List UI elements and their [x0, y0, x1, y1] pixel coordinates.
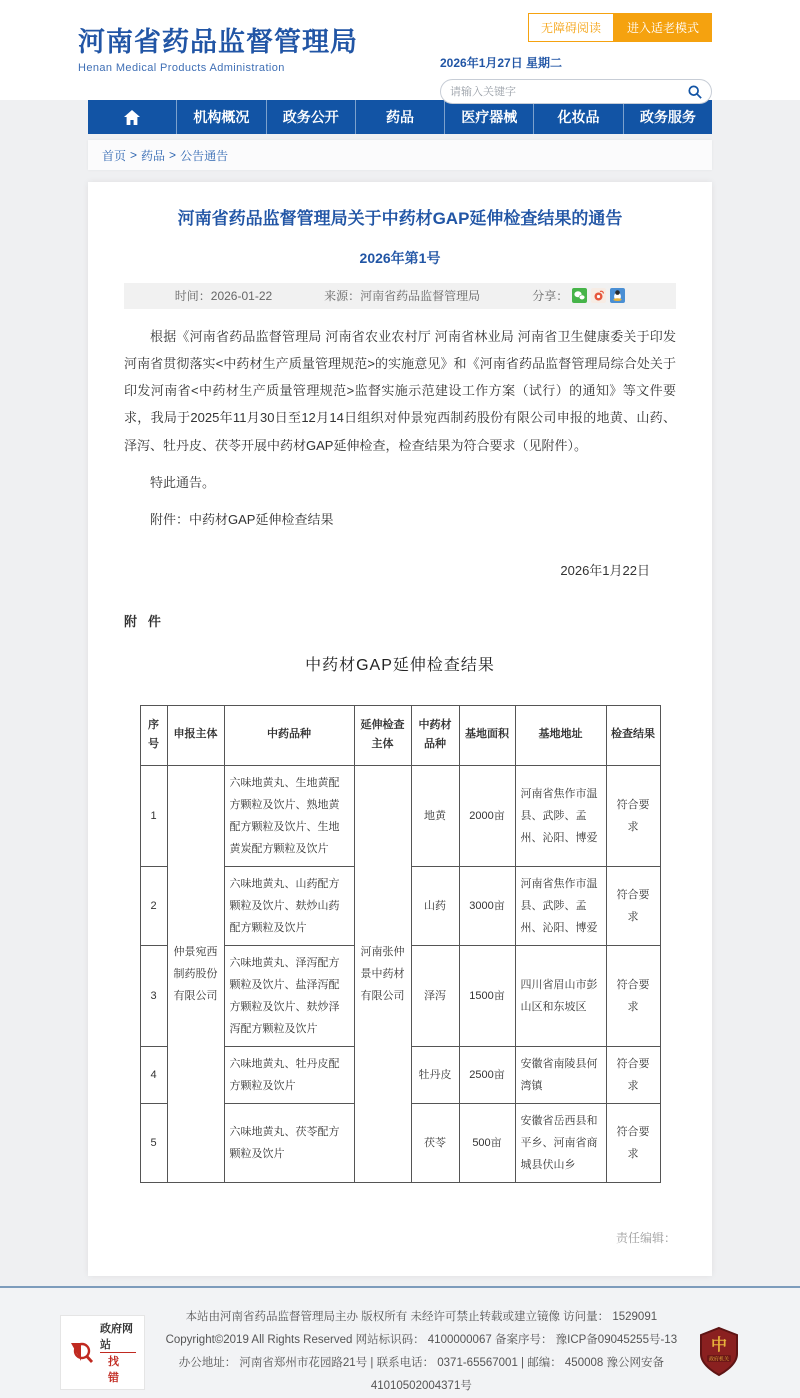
- svg-text:中: 中: [710, 1337, 728, 1355]
- accessibility-reading-button[interactable]: 无障碍阅读: [528, 13, 614, 42]
- table-row: [140, 766, 660, 867]
- col-header-result: 检查结果: [606, 705, 660, 766]
- nav-item-medical-devices[interactable]: 医疗器械: [445, 100, 534, 134]
- inspection-table-body: [140, 766, 660, 1183]
- col-header-base-address: 基地地址: [515, 705, 606, 766]
- attachment-title: 中药材GAP延伸检查结果: [305, 656, 495, 674]
- cell-base-area: 2500亩: [459, 1047, 515, 1104]
- site-subtitle: Henan Medical Products Administration: [78, 62, 285, 74]
- cell-herb: 地黄: [411, 766, 459, 867]
- cell-result: 符合要求: [606, 766, 660, 867]
- article-paragraph: 根据《河南省药品监督管理局 河南省农业农村厅 河南省林业局 河南省卫生健康委关于印发河南省贯彻落实<中药材生产质量管理规范>的实施意见》和《河南省药品监督管理局综合处关于印发河南省<中药材生产质量管理规范>监督实施示范建设工作方案（试行）的通知》等文件要求，我局于2025年11月30日至12月14日组织对仲景宛西制药股份有限公司申报的地黄、山药、泽泻、牡丹皮、茯苓开展中药材GAP延伸检查，检查结果为符合要求（见附件）。: [124, 328, 676, 453]
- breadcrumb: [88, 140, 712, 170]
- cell-varieties: 六味地黄丸、山药配方颗粒及饮片、麸炒山药配方颗粒及饮片: [224, 867, 354, 946]
- main-navigation: [88, 100, 712, 134]
- nav-item-gov-services[interactable]: 政务服务: [639, 109, 696, 125]
- cell-applicant: 仲景宛西制药股份有限公司: [167, 766, 224, 1183]
- nav-item-drugs[interactable]: 药品: [356, 100, 445, 134]
- col-header-no: 序号: [140, 705, 167, 766]
- search-button[interactable]: [688, 85, 702, 99]
- attachment-reference: 附件：中药材GAP延伸检查结果: [150, 512, 334, 528]
- cell-inspect-entity: 河南张仲景中药材有限公司: [354, 766, 411, 1183]
- footer-host-line: 本站由河南省药品监督管理局主办 版权所有 未经许可禁止转载或建立镜像 访问量： 1529091: [185, 1311, 658, 1324]
- nav-item-cosmetics[interactable]: 化妆品: [534, 100, 623, 134]
- cell-result: 符合要求: [606, 1104, 660, 1183]
- article-panel: [88, 182, 712, 1276]
- col-header-inspect-entity: 延伸检查主体: [354, 705, 411, 766]
- cell-result: 符合要求: [606, 867, 660, 946]
- article-paragraph: 特此通告。: [150, 474, 216, 490]
- editor-note: 责任编辑：: [615, 1231, 676, 1246]
- cell-base-address: 河南省焦作市温县、武陟、孟州、沁阳、博爱: [515, 867, 606, 946]
- cell-base-area: 500亩: [459, 1104, 515, 1183]
- nav-item-gov-disclosure[interactable]: 政务公开: [267, 100, 356, 134]
- cell-varieties: 六味地黄丸、茯苓配方颗粒及饮片: [224, 1104, 354, 1183]
- breadcrumb-notices[interactable]: 公告通告: [180, 148, 229, 163]
- cell-base-area: 1500亩: [459, 946, 515, 1047]
- col-header-base-area: 基地面积: [459, 705, 515, 766]
- error-badge-line2: 找错: [100, 1352, 136, 1385]
- cell-result: 符合要求: [606, 1047, 660, 1104]
- cell-herb: 山药: [411, 867, 459, 946]
- attachment-heading: 附 件: [124, 613, 161, 629]
- nav-home[interactable]: [88, 100, 177, 134]
- footer-contact-line: 办公地址： 河南省郑州市花园路21号 | 联系电话： 0371-65567001 | 邮编： 450008 豫公网安备41010502004371号: [178, 1357, 664, 1393]
- cell-herb: 茯苓: [411, 1104, 459, 1183]
- cell-no: 3: [140, 946, 167, 1047]
- current-date: 2026年1月27日 星期二: [440, 56, 563, 70]
- cell-base-address: 安徽省南陵县何湾镇: [515, 1047, 606, 1104]
- col-header-varieties: 中药品种: [224, 705, 354, 766]
- col-header-herb: 中药材品种: [411, 705, 459, 766]
- cell-varieties: 六味地黄丸、生地黄配方颗粒及饮片、熟地黄配方颗粒及饮片、生地黄炭配方颗粒及饮片: [224, 766, 354, 867]
- breadcrumb-separator: >: [130, 148, 138, 162]
- breadcrumb-drugs[interactable]: 药品: [141, 148, 166, 163]
- cell-herb: 牡丹皮: [411, 1047, 459, 1104]
- government-agency-badge-icon[interactable]: [698, 1327, 740, 1377]
- cell-base-address: 四川省眉山市彭山区和东坡区: [515, 946, 606, 1047]
- breadcrumb-home[interactable]: 首页: [102, 148, 127, 163]
- search-icon: [688, 85, 702, 99]
- error-report-magnifier-icon: [69, 1339, 95, 1365]
- cell-base-address: 河南省焦作市温县、武陟、孟州、沁阳、博爱: [515, 766, 606, 867]
- weibo-share-icon[interactable]: [591, 288, 606, 303]
- cell-result: 符合要求: [606, 946, 660, 1047]
- table-header-row: [140, 705, 660, 766]
- site-footer: [0, 1288, 800, 1398]
- breadcrumb-separator: >: [169, 148, 177, 162]
- wechat-share-icon[interactable]: [572, 288, 587, 303]
- site-header: [0, 0, 800, 100]
- svg-text:政府机关: 政府机关: [708, 1356, 730, 1363]
- error-badge-line1: 政府网站: [100, 1322, 133, 1351]
- cell-varieties: 六味地黄丸、牡丹皮配方颗粒及饮片: [224, 1047, 354, 1104]
- nav-item-organization[interactable]: 机构概况: [177, 100, 266, 134]
- footer-copyright-line: Copyright©2019 All Rights Reserved 网站标识码： 4100000067 备案序号： 豫ICP备09045255号-13: [165, 1334, 678, 1347]
- elder-mode-button[interactable]: 进入适老模式: [614, 13, 712, 42]
- cell-varieties: 六味地黄丸、泽泻配方颗粒及饮片、盐泽泻配方颗粒及饮片、麸炒泽泻配方颗粒及饮片: [224, 946, 354, 1047]
- publish-time: 时间：2026-01-22: [174, 289, 273, 303]
- document-number: 2026年第1号: [359, 249, 441, 266]
- gov-site-error-report-badge[interactable]: [60, 1315, 145, 1390]
- cell-no: 2: [140, 867, 167, 946]
- cell-no: 5: [140, 1104, 167, 1183]
- search-box[interactable]: [440, 79, 712, 104]
- qq-share-icon[interactable]: [610, 288, 625, 303]
- cell-herb: 泽泻: [411, 946, 459, 1047]
- cell-no: 4: [140, 1047, 167, 1104]
- home-icon: [124, 110, 140, 125]
- site-logo[interactable]: [78, 20, 358, 74]
- publish-source: 来源：河南省药品监督管理局: [324, 289, 481, 303]
- sign-date: 2026年1月22日: [560, 562, 650, 578]
- share-label: 分享：: [532, 289, 569, 303]
- inspection-result-table: [140, 705, 661, 1184]
- col-header-applicant: 申报主体: [167, 705, 224, 766]
- cell-base-area: 3000亩: [459, 867, 515, 946]
- site-title: 河南省药品监督管理局: [78, 27, 358, 57]
- search-input[interactable]: [450, 86, 688, 98]
- article-title: 河南省药品监督管理局关于中药材GAP延伸检查结果的通告: [177, 209, 623, 228]
- cell-base-area: 2000亩: [459, 766, 515, 867]
- cell-base-address: 安徽省岳西县和平乡、河南省商城县伏山乡: [515, 1104, 606, 1183]
- cell-no: 1: [140, 766, 167, 867]
- article-meta-bar: [124, 283, 676, 309]
